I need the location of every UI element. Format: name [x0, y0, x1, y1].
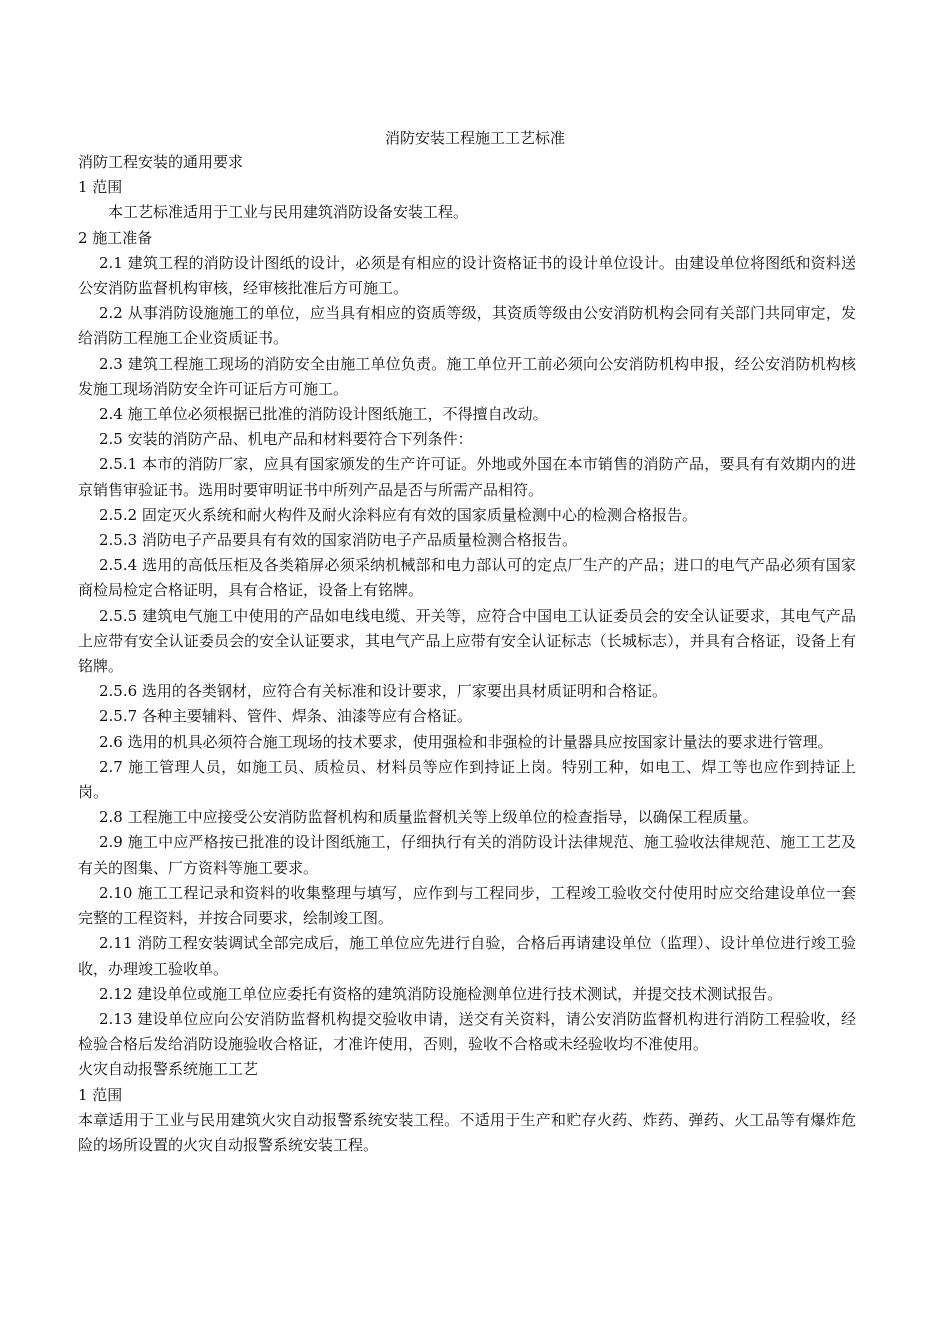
section-heading: 消防工程安装的通用要求 — [78, 153, 244, 171]
document-body — [78, 150, 856, 1158]
clause: 2.5.4 选用的高低压柜及各类箱屏必须采纳机械部和电力部认可的定点厂生产的产品；进口的电气产品必须有国家商检局检定合格证明，具有合格证，设备上有铭牌。 — [78, 556, 856, 600]
paragraph: 本章适用于工业与民用建筑火灾自动报警系统安装工程。不适用于生产和贮存火药、炸药、弹药、火工品等有爆炸危险的场所设置的火灾自动报警系统安装工程。 — [78, 1110, 856, 1154]
paragraph: 本工艺标准适用于工业与民用建筑消防设备安装工程。 — [108, 203, 469, 222]
subsection-heading: 1 范围 — [78, 1085, 123, 1104]
clause: 2.9 施工中应严格按已批准的设计图纸施工，仔细执行有关的消防设计法律规范、施工验收法律规范、施工工艺及有关的图集、厂方资料等施工要求。 — [78, 833, 856, 877]
subsection-heading: 2 施工准备 — [78, 228, 153, 247]
clause: 2.2 从事消防设施施工的单位，应当具有相应的资质等级，其资质等级由公安消防机构会同有关部门共同审定，发给消防工程施工企业资质证书。 — [78, 304, 856, 348]
clause: 2.12 建设单位或施工单位应委托有资格的建筑消防设施检测单位进行技术测试，并提交技术测试报告。 — [99, 984, 783, 1003]
clause: 2.5.3 消防电子产品要具有有效的国家消防电子产品质量检测合格报告。 — [99, 531, 577, 550]
clause: 2.13 建设单位应向公安消防监督机构提交验收申请，送交有关资料，请公安消防监督机构进行消防工程验收，经检验合格后发给消防设施验收合格证，才准许使用，否则，验收不合格或未经验收均不准使用。 — [78, 1009, 856, 1054]
subsection-heading: 1 范围 — [78, 178, 123, 197]
clause: 2.1 建筑工程的消防设计图纸的设计，必须是有相应的设计资格证书的设计单位设计。由建设单位将图纸和资料送公安消防监督机构审核，经审核批准后方可施工。 — [78, 253, 856, 298]
clause: 2.7 施工管理人员，如施工员、质检员、材料员等应作到持证上岗。特别工种，如电工、焊工等也应作到持证上岗。 — [78, 757, 856, 802]
document-title: 消防安装工程施工工艺标准 — [384, 129, 565, 147]
clause: 2.11 消防工程安装调试全部完成后，施工单位应先进行自验，合格后再请建设单位（监理）、设计单位进行竣工验收，办理竣工验收单。 — [78, 934, 856, 978]
clause: 2.6 选用的机具必须符合施工现场的技术要求，使用强检和非强检的计量器具应按国家计量法的要求进行管理。 — [99, 732, 833, 751]
clause: 2.3 建筑工程施工现场的消防安全由施工单位负责。施工单位开工前必须向公安消防机构申报，经公安消防机构核发施工现场消防安全许可证后方可施工。 — [78, 354, 856, 398]
clause: 2.5 安装的消防产品、机电产品和材料要符合下列条件： — [99, 430, 473, 449]
clause: 2.4 施工单位必须根据已批准的消防设计图纸施工，不得擅自改动。 — [99, 405, 548, 424]
clause: 2.5.5 建筑电气施工中使用的产品如电线电缆、开关等，应符合中国电工认证委员会的安全认证要求，其电气产品上应带有安全认证委员会的安全认证要求，其电气产品上应带有安全认证标志（长城标志），并具有合格证，设备上有铭牌。 — [78, 606, 856, 676]
section-heading: 火灾自动报警系统施工工艺 — [78, 1060, 259, 1079]
clause: 2.10 施工工程记录和资料的收集整理与填写，应作到与工程同步，工程竣工验收交付使用时应交给建设单位一套完整的工程资料，并按合同要求，绘制竣工图。 — [78, 883, 856, 928]
clause: 2.5.7 各种主要辅料、管件、焊条、油漆等应有合格证。 — [99, 707, 472, 726]
clause: 2.5.1 本市的消防厂家，应具有国家颁发的生产许可证。外地或外国在本市销售的消防产品，要具有有效期内的进京销售审验证书。选用时要审明证书中所列产品是否与所需产品相符。 — [78, 455, 856, 499]
clause: 2.5.2 固定灭火系统和耐火构件及耐火涂料应有有效的国家质量检测中心的检测合格报告。 — [99, 505, 697, 524]
clause: 2.5.6 选用的各类钢材，应符合有关标准和设计要求，厂家要出具材质证明和合格证。 — [99, 682, 667, 701]
clause: 2.8 工程施工中应接受公安消防监督机构和质量监督机关等上级单位的检查指导，以确保工程质量。 — [99, 808, 758, 827]
